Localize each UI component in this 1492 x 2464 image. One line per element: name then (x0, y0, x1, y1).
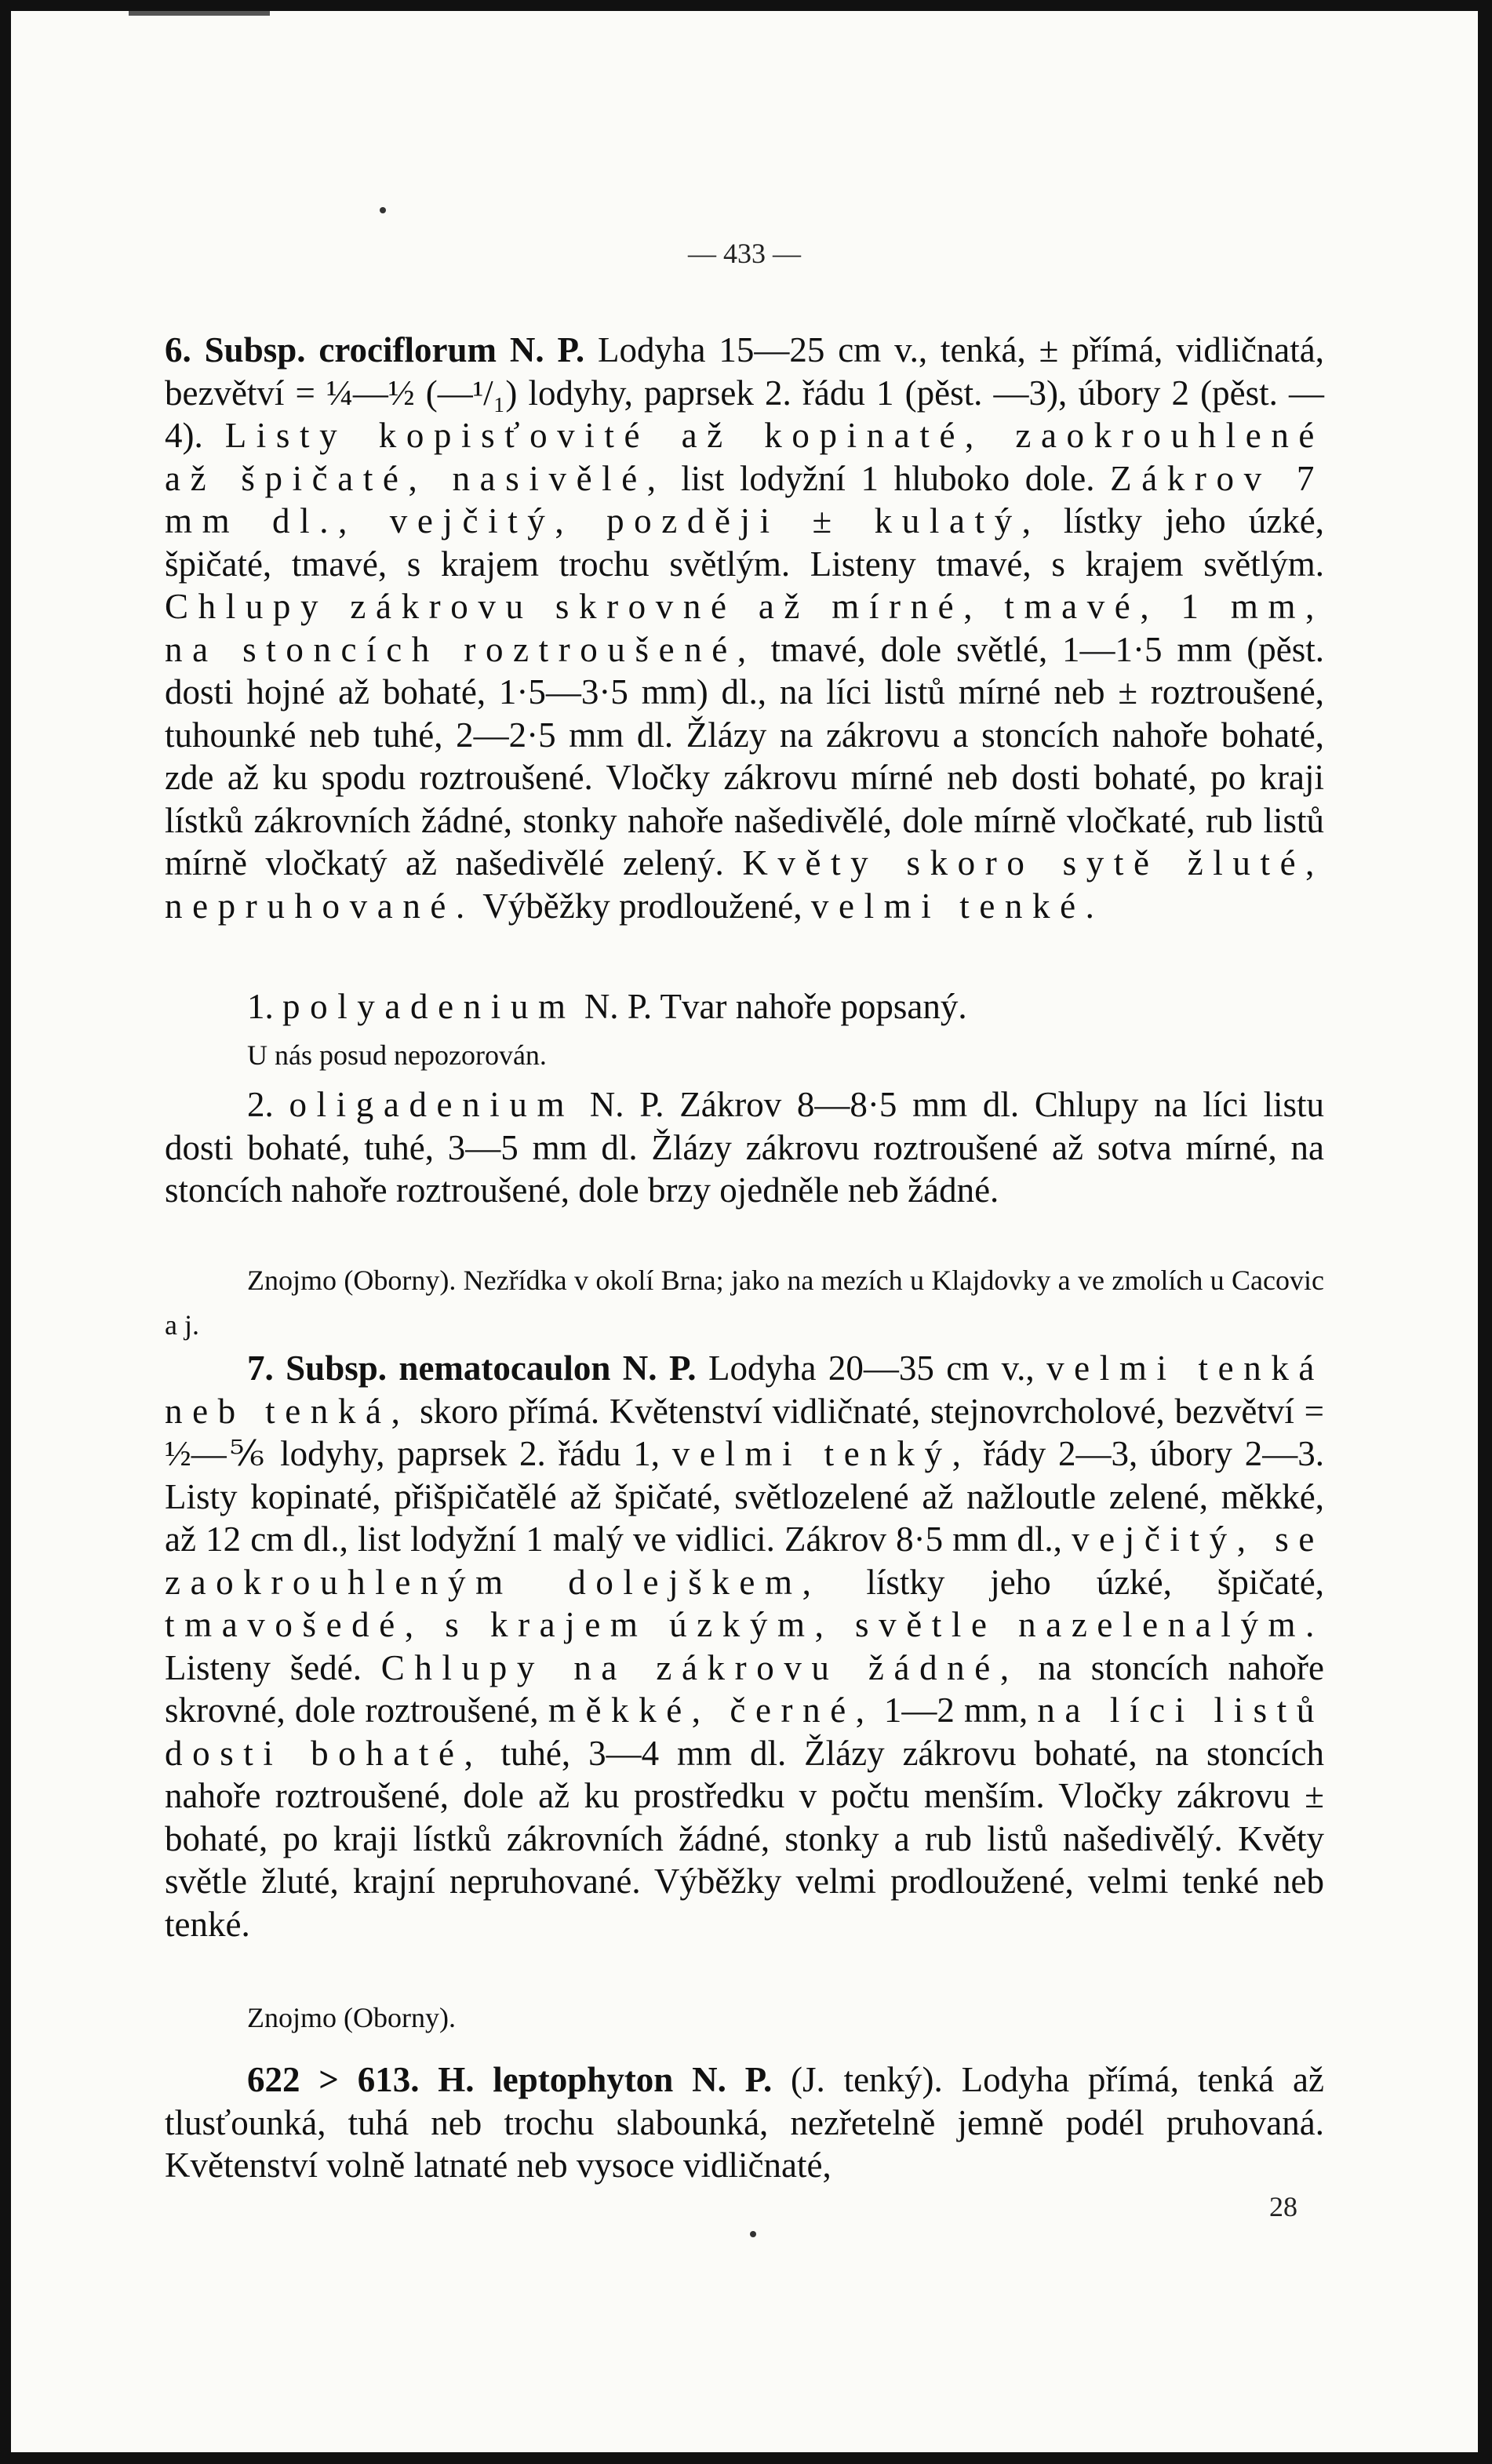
subsp-crociflorum-paragraph: 6. Subsp. crociflorum N. P. Lodyha 15—25 cm v., tenká, ± přímá, vidličnatá, bezvětví = ¼—½ (—¹/₁) lodyhy, paprsek 2. řádu 1 (pěst. —3), úbory 2 (pěst. —4). Listy kopisťovité až kopinaté, zaokrouhlené až špičaté, nasivělé, list lodyžní 1 hluboko dole. Zákrov 7 mm dl., vejčitý, později ± kulatý, lístky jeho úzké, špičaté, tmavé, s krajem trochu světlým. Listeny tmavé, s krajem světlým. Chlupy zákrovu skrovné až mírné, tmavé, 1 mm, na stoncích roztroušené, tmavé, dole světlé, 1—1·5 mm (pěst. dosti hojné až bohaté, 1·5—3·5 mm) dl., na líci listů mírné neb ± roztroušené, tuhounké neb tuhé, 2—2·5 mm dl. Žlázy na zákrovu a stoncích nahoře bohaté, zde až ku spodu roztroušené. Vločky zákrovu mírné neb dosti bohaté, po kraji lístků zákrovních žádné, stonky nahoře našedivělé, dole mírně vločkaté, rub listů mírně vločkatý až našedivělé zelený. Květy skoro sytě žluté, nepruhované. Výběžky prodloužené, velmi tenké. (165, 330, 1325, 926)
subsp-nematocaulon-locality: Znojmo (Oborny). (247, 2002, 456, 2033)
speck (750, 2231, 756, 2237)
scan-edge-mark (129, 11, 270, 16)
species-leptophyton-paragraph: 622 > 613. H. leptophyton N. P. (J. tenký). Lodyha přímá, tenká až tlusťounká, tuhá neb trochu slabounká, nezřetelně jemně podél pruhovaná. Květenství volně latnaté neb vysoce vidličnaté, (165, 2060, 1324, 2185)
page-number: — 433 — (688, 238, 801, 269)
subsp-nematocaulon-title: 7. Subsp. nematocaulon N. P. (247, 1348, 697, 1388)
speck (380, 207, 386, 213)
variety-polyadenium: 1. polyadenium N. P. Tvar nahoře popsaný. (247, 987, 967, 1026)
footer-number: 28 (1269, 2191, 1297, 2222)
species-leptophyton-title: 622 > 613. H. leptophyton N. P. (247, 2060, 773, 2099)
variety-polyadenium-note: U nás posud nepozorován. (247, 1039, 547, 1071)
variety-oligadenium: 2. oligadenium N. P. Zákrov 8—8·5 mm dl. Chlupy na líci listu dosti bohaté, tuhé, 3—5 mm dl. Žlázy zákrovu roztroušené až sotva mírné, na stoncích nahoře roztroušené, dole brzy ojedněle neb žádné. (165, 1085, 1325, 1210)
subsp-nematocaulon-paragraph: 7. Subsp. nematocaulon N. P. Lodyha 20—35 cm v., velmi tenká neb tenká, skoro přímá. Květenství vidličnaté, stejnovrcholové, bezvětví = ½—⅚ lodyhy, paprsek 2. řádu 1, velmi tenký, řády 2—3, úbory 2—3. Listy kopinaté, přišpičatělé až špičaté, světlozelené až nažloutle zelené, měkké, až 12 cm dl., list lodyžní 1 malý ve vidlici. Zákrov 8·5 mm dl., vejčitý, se zaokrouhleným dolejškem, lístky jeho úzké, špičaté, tmavošedé, s krajem úzkým, světle nazelenalým. Listeny šedé. Chlupy na zákrovu žádné, na stoncích nahoře skrovné, dole roztroušené, měkké, černé, 1—2 mm, na líci listů dosti bohaté, tuhé, 3—4 mm dl. Žlázy zákrovu bohaté, na stoncích nahoře roztroušené, dole až ku prostředku v počtu menším. Vločky zákrovu ± bohaté, po kraji lístků zákrovních žádné, stonky a rub listů našedivělý. Květy světle žluté, krajní nepruhované. Výběžky velmi prodloužené, velmi tenké neb tenké. (165, 1348, 1324, 1944)
page (11, 11, 1478, 2452)
variety-oligadenium-locality: Znojmo (Oborny). Nezřídka v okolí Brna; jako na mezích u Klajdovky a ve zmolích u Cacovic a j. (165, 1265, 1324, 1341)
subsp-crociflorum-title: 6. Subsp. crociflorum N. P. (165, 330, 585, 369)
